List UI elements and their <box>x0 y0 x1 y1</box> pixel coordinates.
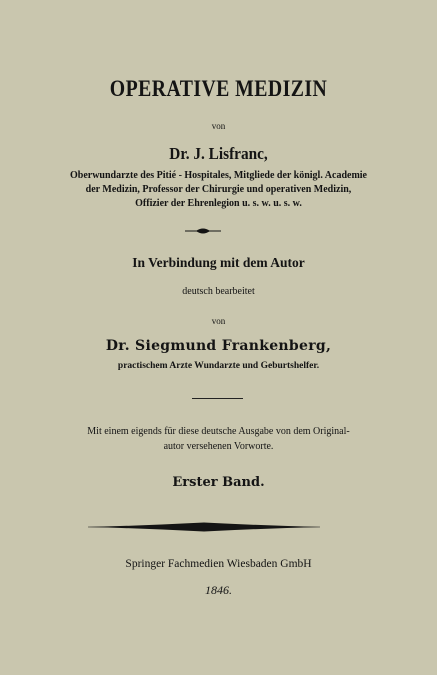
author-credentials-line: der Medizin, Professor der Chirurgie und operativen Medizin, <box>85 184 352 195</box>
translation-line: deutsch bearbeitet <box>182 286 255 297</box>
editor-credentials: practischem Arzte Wundarzte und Geburtshelfer. <box>117 361 320 371</box>
ornament-rule-icon <box>88 521 320 533</box>
publication-year: 1846. <box>205 583 232 597</box>
author-credentials-line: Offizier der Ehrenlegion u. s. w. u. s. w. <box>135 198 302 209</box>
collaboration-line: In Verbindung mit dem Autor <box>132 255 305 270</box>
author-credentials-line: Oberwundarzte des Pitié - Hospitales, Mitgliede der königl. Academie <box>69 170 367 181</box>
author-name: Dr. J. Lisfranc, <box>169 144 268 163</box>
publisher-name: Springer Fachmedien Wiesbaden GmbH <box>125 558 312 570</box>
short-rule-divider <box>192 398 243 399</box>
preface-note-line: Mit einem eigends für diese deutsche Ausgabe von dem Original- <box>87 426 350 437</box>
volume-label: Erster Band. <box>172 475 265 490</box>
by-word: von <box>211 121 226 131</box>
book-title: OPERATIVE MEDIZIN <box>109 76 328 101</box>
by-word: von <box>211 316 226 326</box>
ornament-divider-icon <box>185 226 221 236</box>
preface-note-line: autor versehenen Vorworte. <box>163 441 274 452</box>
editor-name: Dr. Siegmund Frankenberg, <box>105 338 332 354</box>
